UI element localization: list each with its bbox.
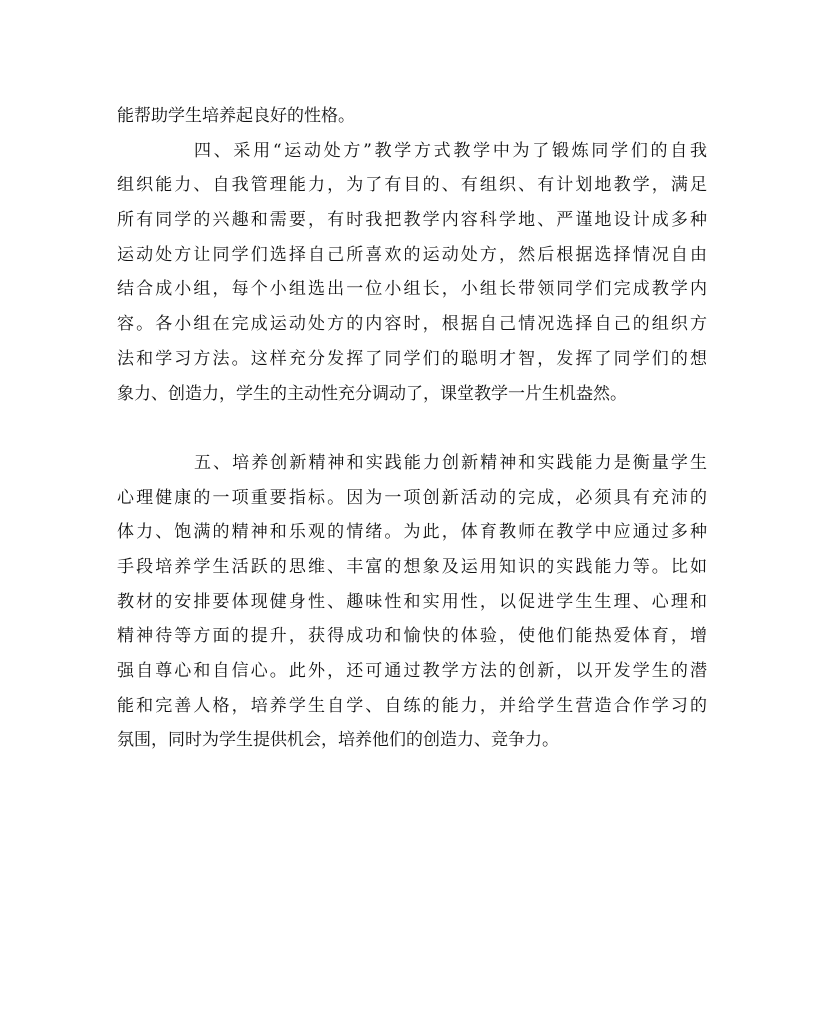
text-line: 精神待等方面的提升，获得成功和愉快的体验，使他们能热爱体育，增 [117, 626, 707, 647]
paragraph-spacer [117, 411, 707, 446]
text-line: 心理健康的一项重要指标。因为一项创新活动的完成，必须具有充沛的 [117, 487, 707, 508]
text-line: 结合成小组，每个小组选出一位小组长，小组长带领同学们完成教学内 [117, 279, 707, 300]
text-line: 运动处方让同学们选择自己所喜欢的运动处方，然后根据选择情况自由 [117, 244, 707, 265]
text-line: 五、培养创新精神和实践能力创新精神和实践能力是衡量学生 [194, 452, 707, 473]
text-line: 体力、饱满的精神和乐观的情绪。为此，体育教师在教学中应通过多种 [117, 522, 707, 543]
text-line: 教材的安排要体现健身性、趣味性和实用性，以促进学生生理、心理和 [117, 591, 707, 612]
document-body [117, 99, 707, 758]
text-line: 法和学习方法。这样充分发挥了同学们的聪明才智，发挥了同学们的想 [117, 348, 707, 369]
text-line: 所有同学的兴趣和需要，有时我把教学内容科学地、严谨地设计成多种 [117, 210, 707, 231]
paragraph-innovation [117, 446, 707, 758]
paragraph-continuation [117, 99, 707, 134]
text-line: 组织能力、自我管理能力，为了有目的、有组织、有计划地教学，满足 [117, 175, 707, 196]
text-line: 强自尊心和自信心。此外，还可通过教学方法的创新，以开发学生的潜 [117, 661, 707, 681]
text-line: 容。各小组在完成运动处方的内容时，根据自己情况选择自己的组织方 [117, 314, 707, 335]
text-line: 手段培养学生活跃的思维、丰富的想象及运用知识的实践能力等。比如 [117, 556, 707, 577]
paragraph-exercise-prescription [117, 134, 707, 412]
text-line: 四、采用“运动处方”教学方式教学中为了锻炼同学们的自我 [194, 140, 707, 161]
text-line: 氛围，同时为学生提供机会，培养他们的创造力、竞争力。 [117, 730, 559, 751]
text-line: 象力、创造力，学生的主动性充分调动了，课堂教学一片生机盎然。 [117, 383, 627, 404]
text-line: 能帮助学生培养起良好的性格。 [117, 106, 355, 126]
text-line: 能和完善人格，培养学生自学、自练的能力，并给学生营造合作学习的 [117, 695, 707, 716]
